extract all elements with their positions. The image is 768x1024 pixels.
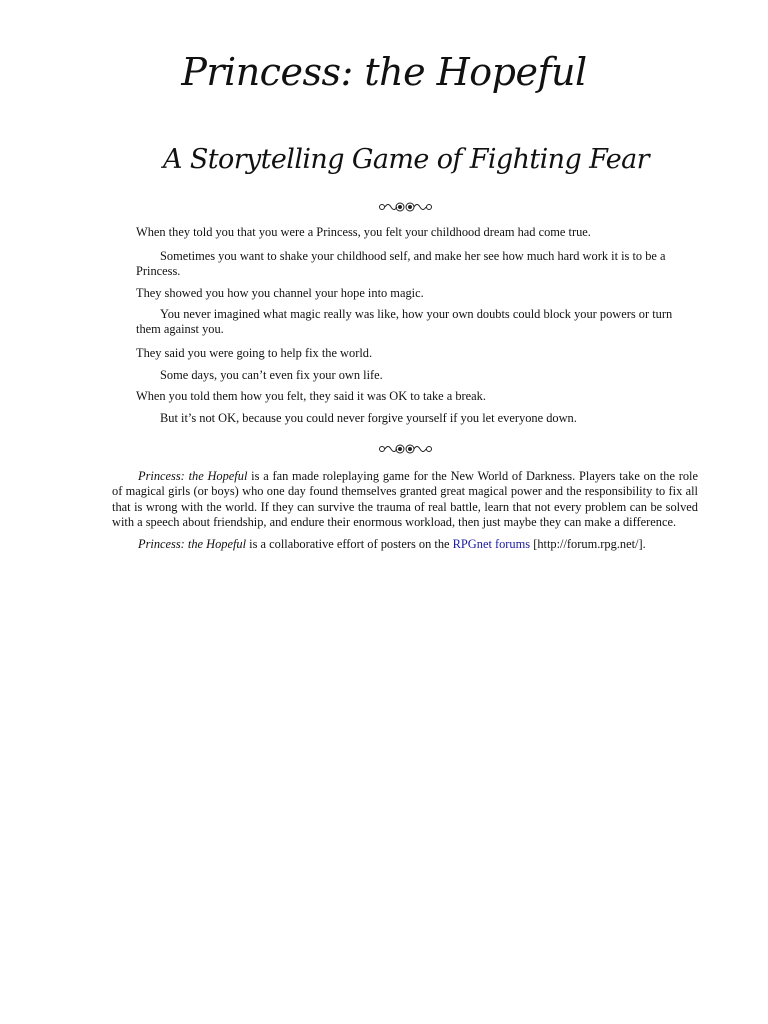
poem-line: When you told them how you felt, they said it was OK to take a break. [136, 389, 486, 403]
poem-line: When they told you that you were a Princess, you felt your childhood dream had come true. [136, 225, 591, 239]
poem-line: They said you were going to help fix the world. [136, 346, 373, 360]
rpgnet-forums-link[interactable]: RPGnet forums [452, 536, 531, 551]
poem-line: But it’s not OK, because you could never forgive yourself if you let everyone down. [160, 411, 577, 425]
intro-paragraph-text: is a fan made roleplaying game for the New World of Darkness. Players take on the role of magical girls (or boys) who one day found themselves granted great magical power and the responsibility to fix all that is wrong with the world. If they can survive the trauma of real battle, learn that not every problem can be solved with a speech about friendship, and endure their enormous workload, then just maybe they can make a difference. [112, 469, 698, 530]
poem-line: Some days, you can’t even fix your own life. [160, 368, 383, 382]
flourish-ornament-icon [0, 441, 768, 455]
game-name: Princess: the Hopeful [138, 469, 248, 483]
poem-line: You never imagined what magic really was like, how your own doubts could block your powers or turn them against you. [136, 307, 673, 336]
forum-url-text: [http://forum.rpg.net/]. [530, 536, 646, 551]
document-title: Princess: the Hopeful [181, 50, 587, 94]
credits-text: is a collaborative effort of posters on the [246, 536, 453, 551]
document-subtitle: A Storytelling Game of Fighting Fear [163, 144, 649, 175]
game-name: Princess: the Hopeful [138, 536, 247, 551]
intro-paragraph [112, 469, 698, 531]
poem-line: They showed you how you channel your hope into magic. [136, 286, 424, 300]
poem-line: Sometimes you want to shake your childhood self, and make her see how much hard work it is to be a Princess. [136, 249, 666, 278]
credits-paragraph [112, 537, 698, 552]
intro-section [112, 469, 698, 552]
flourish-ornament-icon [0, 199, 768, 213]
